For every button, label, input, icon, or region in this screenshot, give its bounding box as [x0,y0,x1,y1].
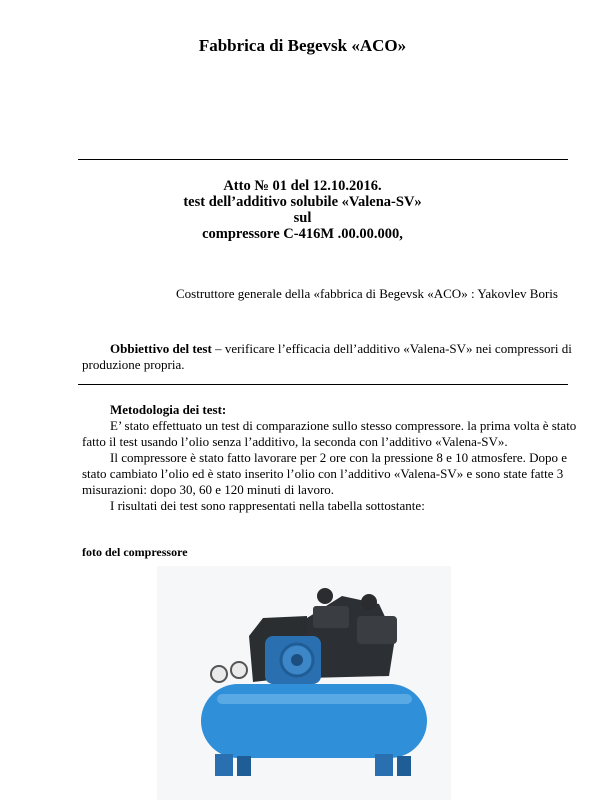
act-preposition: sul [293,210,312,226]
act-number: Atto № 01 del 12.10.2016. [223,178,382,194]
document-title: Fabbrica di Begevsk «ACO» [198,36,407,55]
air-filter [317,588,333,604]
objective-text-cont: produzione propria. [82,357,185,372]
tank-foot [375,754,393,776]
objective-paragraph [82,341,572,373]
divider-top [78,159,568,160]
methodology-line: misurazioni: dopo 30, 60 e 120 minuti di lavoro. [82,482,335,497]
tank-foot [397,756,411,776]
cylinder-head [313,606,349,628]
objective-label: Obbiettivo del test [110,341,212,356]
cylinder-head [357,616,397,644]
tank-foot [215,754,233,776]
photo-caption: foto del compressore [82,545,188,559]
act-subject: test dell’additivo solubile «Valena-SV» [183,194,422,210]
act-compressor-model: compressore C-416M .00.00.000, [202,226,403,242]
compressor-illustration [157,566,451,800]
methodology-line: stato cambiato l’olio ed è stato inserito l’olio con l’additivo «Valena-SV» e sono state fatte 3 [82,466,564,481]
methodology-line: fatto il test usando l’olio senza l’additivo, la seconda con l’additivo «Valena-SV». [82,434,508,449]
methodology-heading: Metodologia dei test: [110,402,227,417]
tank-foot [237,756,251,776]
air-filter [361,594,377,610]
pressure-gauge [211,666,227,682]
methodology-line: Il compressore è stato fatto lavorare per 2 ore con la pressione 8 e 10 atmosfere. Dopo e [110,450,567,465]
methodology-line: E’ stato effettuato un test di comparazione sullo stesso compressore. la prima volta è stato [110,418,577,433]
divider-middle [78,384,568,385]
methodology-section [82,402,577,514]
constructor-line: Costruttore generale della «fabbrica di Begevsk «ACO» : Yakovlev Boris [176,286,558,301]
objective-text: – verificare l’efficacia dell’additivo «Valena-SV» nei compressori di [211,341,572,356]
methodology-line: I risultati dei test sono rappresentati nella tabella sottostante: [110,498,425,513]
pressure-gauge [231,662,247,678]
compressor-photo [157,566,451,800]
